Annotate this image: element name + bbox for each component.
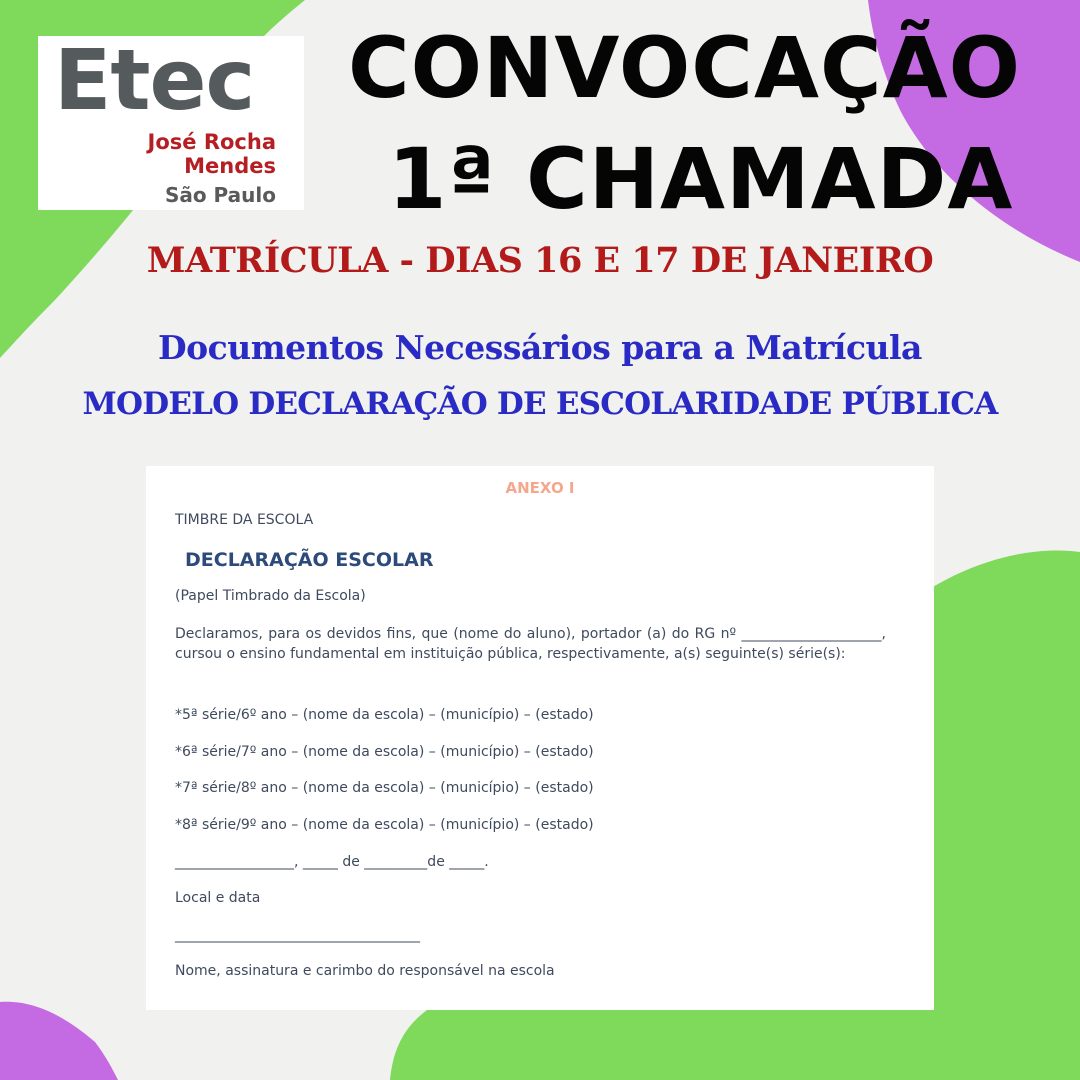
letterhead-label: TIMBRE DA ESCOLA [175,512,314,528]
documents-heading: Documentos Necessários para a Matrícula [158,328,922,367]
page-title-line2: 1ª CHAMADA [388,130,1014,228]
logo-city: São Paulo [164,183,276,207]
signature-label: Nome, assinatura e carimbo do responsável na escola [175,963,555,979]
grade-line: *5ª série/6º ano – (nome da escola) – (município) – (estado) [175,707,594,723]
purple-shape-bottom-left [0,1002,118,1080]
page-title-line1: CONVOCAÇÃO [348,19,1022,117]
model-heading: MODELO DECLARAÇÃO DE ESCOLARIDADE PÚBLICA [82,386,998,422]
grade-line: *7ª série/8º ano – (nome da escola) – (município) – (estado) [175,780,594,796]
letterhead-note: (Papel Timbrado da Escola) [175,588,366,604]
enrollment-dates: MATRÍCULA - DIAS 16 E 17 DE JANEIRO [146,240,934,281]
declaration-paragraph: Declaramos, para os devidos fins, que (nome do aluno), portador (a) do RG nº ____________________, cursou o ensino fundamental em instituição pública, respectivamente, a(s) seguinte(s) série(s): [175,626,886,662]
logo-school-name-line1: José Rocha [147,130,276,154]
signature-line: ___________________________________ [175,927,420,943]
logo-school-name-line2: Mendes [184,154,276,178]
grade-line: *6ª série/7º ano – (nome da escola) – (município) – (estado) [175,744,594,760]
declaration-document [146,466,934,1010]
place-date-label: Local e data [175,890,261,906]
date-fill-line: _________________, _____ de _________de _____. [175,854,489,870]
grade-line: *8ª série/9º ano – (nome da escola) – (município) – (estado) [175,817,594,833]
logo-wordmark: Etec [54,31,255,129]
annex-label: ANEXO I [505,479,575,497]
etec-logo [38,31,304,210]
document-heading: DECLARAÇÃO ESCOLAR [185,549,434,571]
